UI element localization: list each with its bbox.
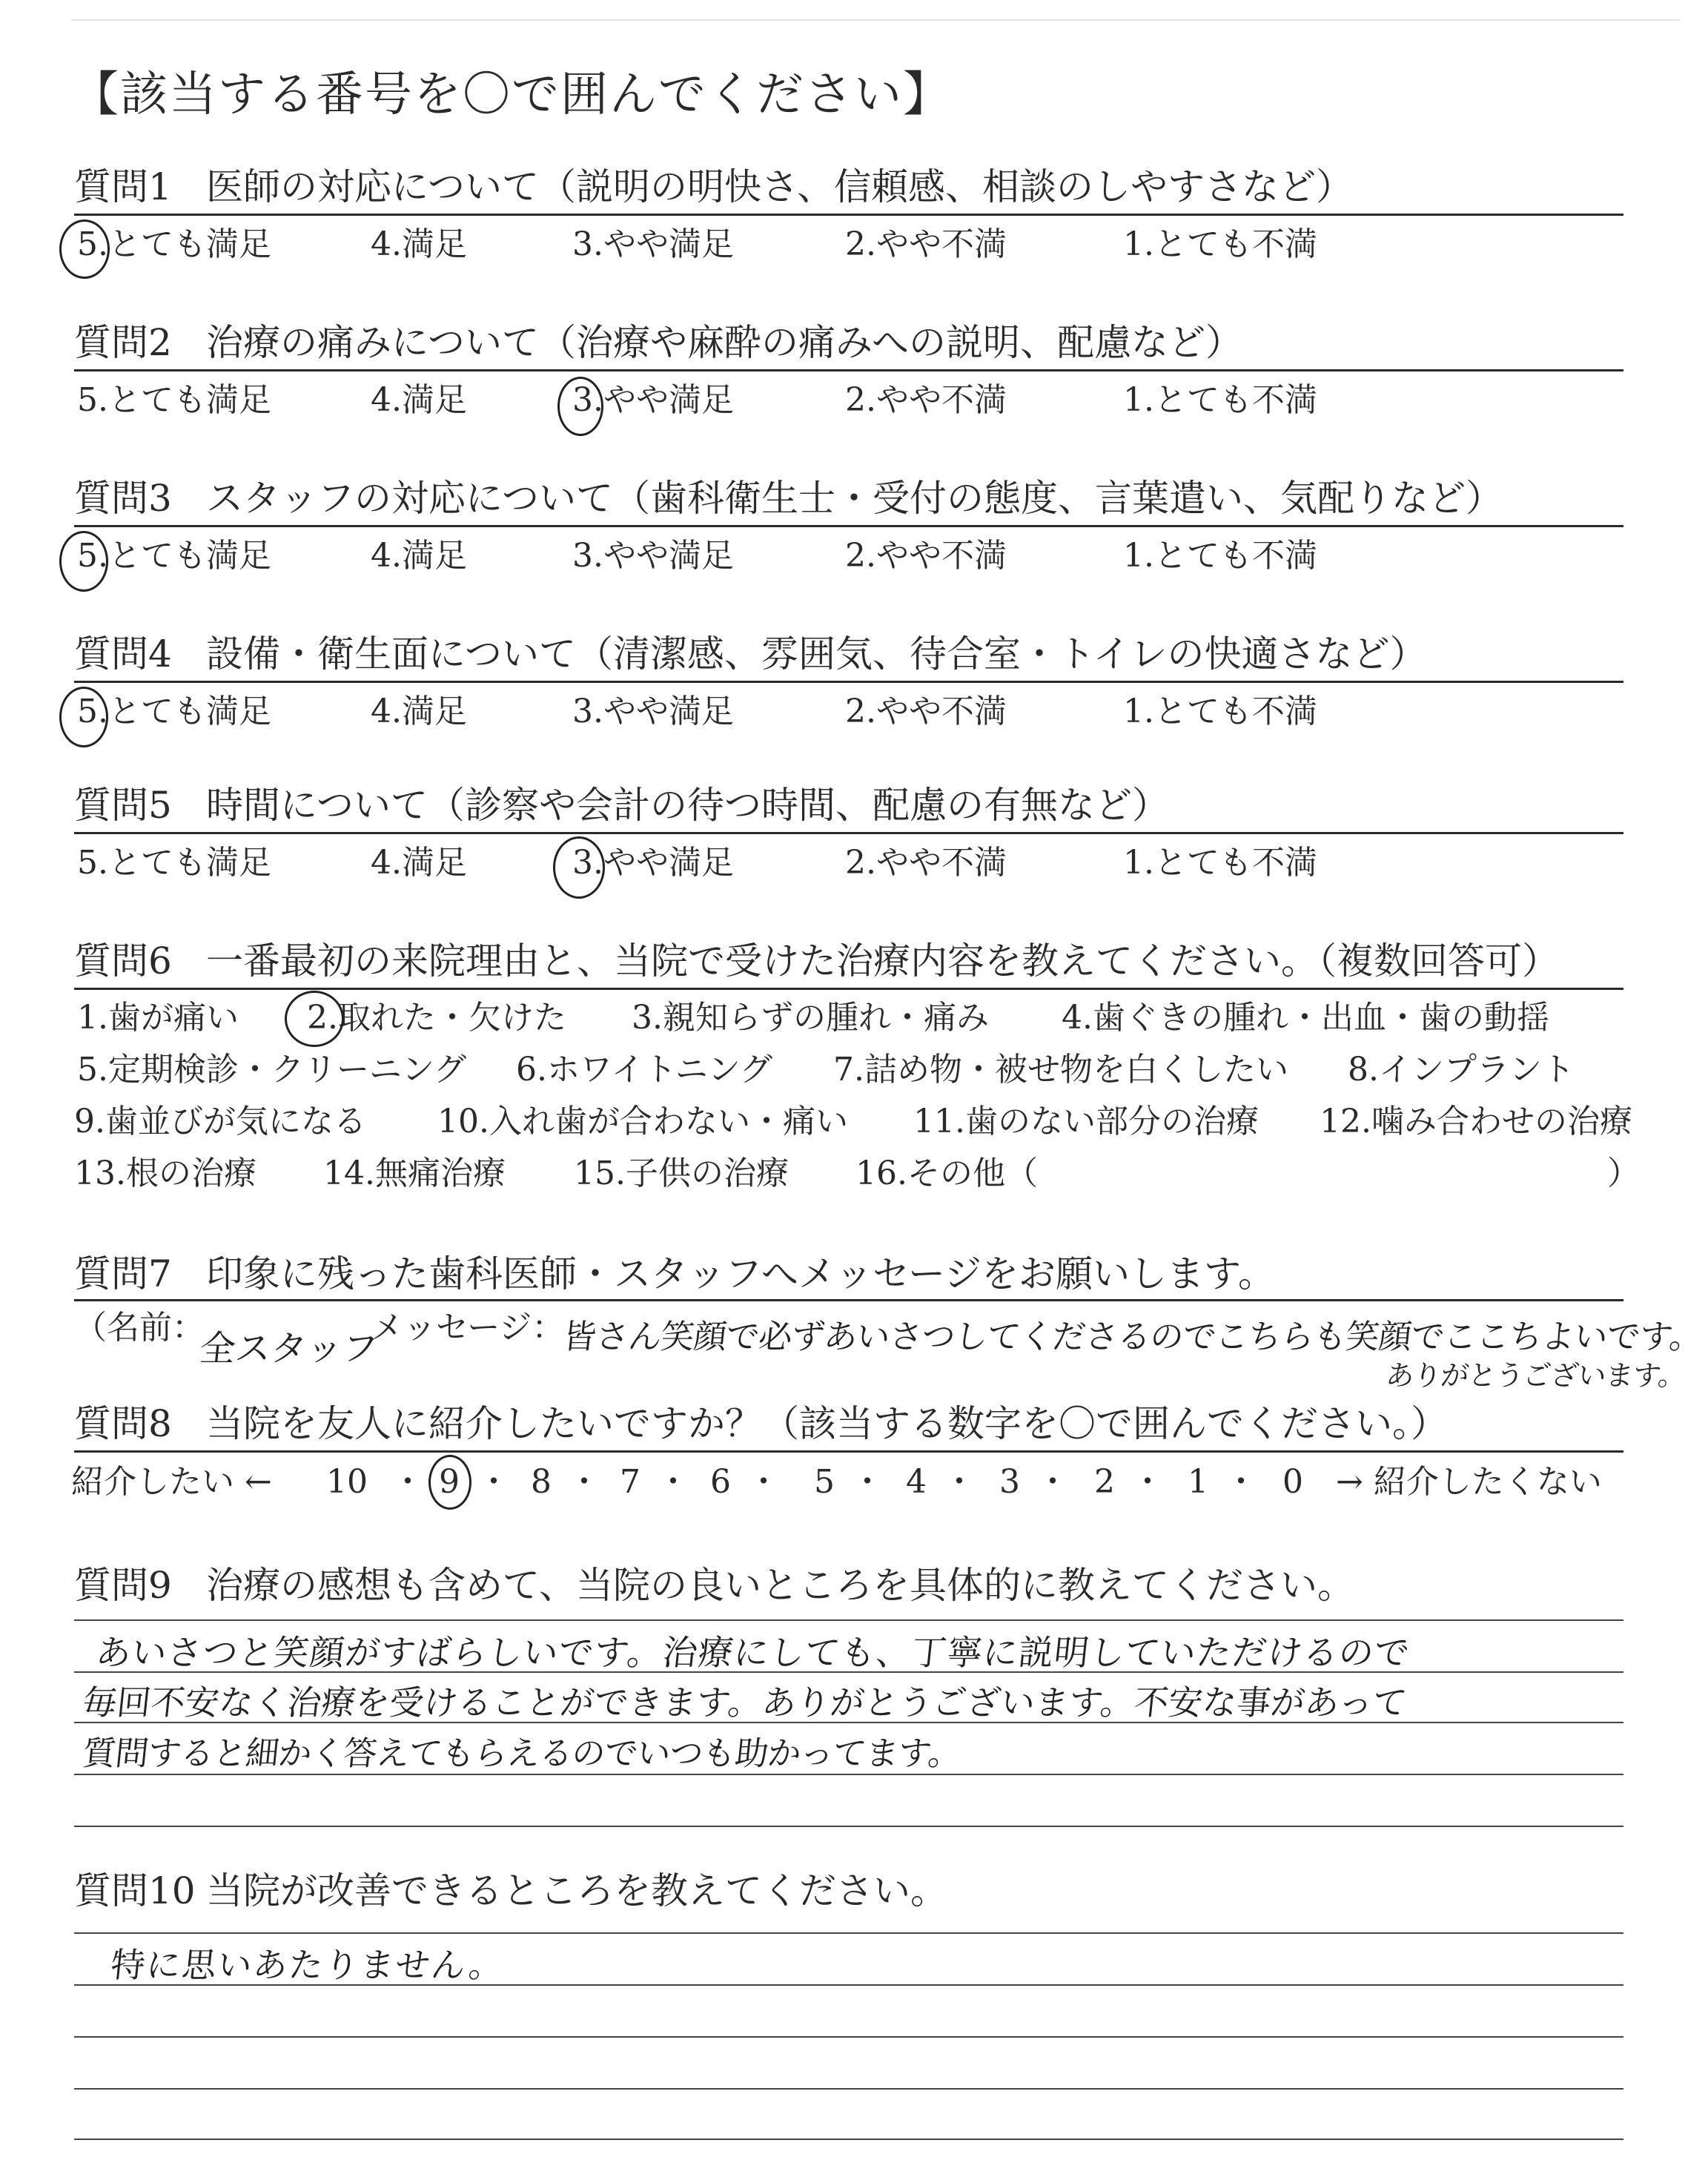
question-6-heading bbox=[74, 939, 1559, 983]
q3-option-3[interactable]: 3.やや満足 bbox=[572, 537, 734, 575]
q10-answer-line bbox=[74, 1932, 1623, 1934]
q9-answer-line-1: あいさつと笑顔がすばらしいです。治療にしても、丁寧に説明していただけるので bbox=[93, 1633, 1412, 1674]
q7-message-line-1: 皆さん笑顔で必ずあいさつしてくださるのでこちらも笑顔でここちよいです。 bbox=[560, 1317, 1704, 1356]
q1-option-4[interactable]: 4.満足 bbox=[371, 225, 467, 263]
q8-scale-3[interactable]: 3 bbox=[999, 1463, 1020, 1501]
q6-option-2[interactable]: 2.取れた・欠けた bbox=[307, 999, 566, 1037]
q1-option-2[interactable]: 2.やや不満 bbox=[845, 225, 1007, 263]
page-top-border bbox=[71, 19, 1680, 21]
question-7-label: 質問7 bbox=[74, 1252, 172, 1295]
q4-option-5[interactable]: 5.とても満足 bbox=[77, 693, 271, 730]
q9-answer-line bbox=[74, 1619, 1623, 1621]
q8-scale-5[interactable]: 5 bbox=[814, 1463, 835, 1501]
q6-option-3[interactable]: 3.親知らずの腫れ・痛み bbox=[632, 999, 989, 1037]
question-8-label: 質問8 bbox=[74, 1402, 172, 1445]
q6-selection-circle bbox=[285, 991, 344, 1047]
q7-message-label: メッセージ： bbox=[371, 1309, 565, 1347]
question-8-heading bbox=[74, 1401, 1448, 1446]
q8-scale-dot: ・ bbox=[1131, 1463, 1164, 1501]
question-6-text: 一番最初の来院理由と、当院で受けた治療内容を教えてください。（複数回答可） bbox=[206, 939, 1559, 982]
q6-option-5[interactable]: 5.定期検診・クリーニング bbox=[77, 1051, 467, 1089]
q5-option-4[interactable]: 4.満足 bbox=[371, 844, 467, 882]
question-10-heading bbox=[74, 1869, 947, 1913]
question-9-text: 治療の感想も含めて、当院の良いところを具体的に教えてください。 bbox=[206, 1564, 1354, 1607]
q2-option-3[interactable]: 3.やや満足 bbox=[572, 381, 734, 419]
q8-scale-1[interactable]: 1 bbox=[1188, 1463, 1208, 1501]
question-2-rule bbox=[74, 369, 1623, 371]
q8-scale-dot: ・ bbox=[943, 1463, 976, 1501]
q8-scale-8[interactable]: 8 bbox=[531, 1463, 552, 1501]
q9-answer-line-2: 毎回不安なく治療を受けることができます。ありがとうございます。不安な事があって bbox=[80, 1682, 1409, 1723]
q8-scale-dot: ・ bbox=[1225, 1463, 1257, 1501]
question-9-label: 質問9 bbox=[74, 1564, 172, 1607]
q3-option-4[interactable]: 4.満足 bbox=[371, 537, 467, 575]
q10-answer-line bbox=[74, 2088, 1623, 2090]
q8-scale-dot: ・ bbox=[747, 1463, 780, 1501]
q10-answer-line-1: 特に思いあたりません。 bbox=[108, 1945, 507, 1985]
question-3-heading bbox=[74, 476, 1503, 521]
q8-scale-4[interactable]: 4 bbox=[906, 1463, 927, 1501]
question-4-label: 質問4 bbox=[74, 633, 172, 676]
q10-answer-line bbox=[74, 2036, 1623, 2038]
q8-scale-0[interactable]: 0 bbox=[1282, 1463, 1303, 1501]
question-6-rule bbox=[74, 988, 1623, 990]
question-6-label: 質問6 bbox=[74, 939, 172, 982]
q6-option-7[interactable]: 7.詰め物・被せ物を白くしたい bbox=[833, 1051, 1288, 1089]
q7-name-handwritten: 全スタッフ bbox=[197, 1328, 380, 1370]
q1-option-3[interactable]: 3.やや満足 bbox=[572, 225, 734, 263]
q6-option-14[interactable]: 14.無痛治療 bbox=[323, 1155, 506, 1192]
q9-answer-line bbox=[74, 1826, 1623, 1827]
question-4-text: 設備・衛生面について（清潔感、雰囲気、待合室・トイレの快適さなど） bbox=[206, 633, 1427, 676]
q2-option-2[interactable]: 2.やや不満 bbox=[845, 381, 1007, 419]
q6-option-11[interactable]: 11.歯のない部分の治療 bbox=[913, 1103, 1259, 1140]
q5-option-1[interactable]: 1.とても不満 bbox=[1123, 844, 1317, 882]
form-title: 【該当する番号を〇で囲んでください】 bbox=[71, 67, 952, 122]
q3-selection-circle bbox=[59, 531, 108, 592]
q8-scale-9[interactable]: 9 bbox=[439, 1463, 460, 1501]
q4-selection-circle bbox=[59, 687, 108, 747]
question-2-heading bbox=[74, 320, 1242, 365]
question-2-text: 治療の痛みについて（治療や麻酔の痛みへの説明、配慮など） bbox=[206, 321, 1242, 364]
q8-selection-circle bbox=[428, 1455, 471, 1510]
q5-option-2[interactable]: 2.やや不満 bbox=[845, 844, 1007, 882]
q8-scale-7[interactable]: 7 bbox=[620, 1463, 640, 1501]
q1-option-5[interactable]: 5.とても満足 bbox=[77, 225, 271, 263]
question-7-heading bbox=[74, 1252, 1275, 1296]
question-4-rule bbox=[74, 681, 1623, 683]
q6-option-12[interactable]: 12.噛み合わせの治療 bbox=[1320, 1103, 1632, 1140]
question-1-rule bbox=[74, 214, 1623, 216]
q7-name-label: （名前： bbox=[74, 1309, 205, 1347]
q6-option-10[interactable]: 10.入れ歯が合わない・痛い bbox=[437, 1103, 848, 1140]
q1-selection-circle bbox=[59, 219, 110, 279]
q5-option-5[interactable]: 5.とても満足 bbox=[77, 844, 271, 882]
question-5-heading bbox=[74, 783, 1169, 828]
q8-scale-dot: ・ bbox=[391, 1463, 424, 1501]
q6-other-close-paren: ） bbox=[1607, 1155, 1640, 1192]
question-7-rule bbox=[74, 1299, 1623, 1301]
question-10-label: 質問10 bbox=[74, 1869, 196, 1912]
q8-left-label: 紹介したい ← bbox=[71, 1463, 272, 1501]
q8-scale-dot: ・ bbox=[851, 1463, 884, 1501]
q3-option-5[interactable]: 5.とても満足 bbox=[77, 537, 271, 575]
question-1-label: 質問1 bbox=[74, 165, 172, 208]
q6-option-16[interactable]: 16.その他（ bbox=[855, 1155, 1038, 1192]
q8-right-label: → 紹介したくない bbox=[1336, 1463, 1602, 1501]
q8-scale-2[interactable]: 2 bbox=[1094, 1463, 1115, 1501]
q8-scale-dot: ・ bbox=[568, 1463, 600, 1501]
q2-option-5[interactable]: 5.とても満足 bbox=[77, 381, 271, 419]
q4-option-2[interactable]: 2.やや不満 bbox=[845, 693, 1007, 730]
question-2-label: 質問2 bbox=[74, 321, 172, 364]
question-8-rule bbox=[74, 1450, 1623, 1453]
question-3-label: 質問3 bbox=[74, 477, 172, 520]
q8-scale-dot: ・ bbox=[477, 1463, 510, 1501]
question-9-heading bbox=[74, 1563, 1354, 1608]
q6-option-4[interactable]: 4.歯ぐきの腫れ・出血・歯の動揺 bbox=[1062, 999, 1549, 1037]
q2-option-4[interactable]: 4.満足 bbox=[371, 381, 467, 419]
question-10-text: 当院が改善できるところを教えてください。 bbox=[206, 1869, 947, 1912]
question-7-text: 印象に残った歯科医師・スタッフへメッセージをお願いします。 bbox=[206, 1252, 1275, 1295]
q4-option-1[interactable]: 1.とても不満 bbox=[1123, 693, 1317, 730]
q8-scale-6[interactable]: 6 bbox=[710, 1463, 731, 1501]
question-3-rule bbox=[74, 525, 1623, 527]
q2-option-1[interactable]: 1.とても不満 bbox=[1123, 381, 1317, 419]
q5-option-3[interactable]: 3.やや満足 bbox=[572, 844, 734, 882]
q3-option-1[interactable]: 1.とても不満 bbox=[1123, 537, 1317, 575]
question-5-text: 時間について（診察や会計の待つ時間、配慮の有無など） bbox=[206, 784, 1169, 827]
q3-option-2[interactable]: 2.やや不満 bbox=[845, 537, 1007, 575]
q6-option-15[interactable]: 15.子供の治療 bbox=[574, 1155, 789, 1192]
question-1-heading bbox=[74, 165, 1353, 209]
q7-message-line-2: ありがとうございます。 bbox=[1384, 1359, 1687, 1392]
q8-scale-dot: ・ bbox=[657, 1463, 689, 1501]
q8-scale-dot: ・ bbox=[1036, 1463, 1069, 1501]
question-1-text: 医師の対応について（説明の明快さ、信頼感、相談のしやすさなど） bbox=[206, 165, 1353, 208]
q4-option-4[interactable]: 4.満足 bbox=[371, 693, 467, 730]
q6-option-13[interactable]: 13.根の治療 bbox=[74, 1155, 256, 1192]
q6-option-1[interactable]: 1.歯が痛い bbox=[77, 999, 239, 1037]
question-4-heading bbox=[74, 632, 1427, 676]
q1-option-1[interactable]: 1.とても不満 bbox=[1123, 225, 1317, 263]
q2-selection-circle bbox=[557, 377, 603, 436]
q5-selection-circle bbox=[553, 836, 605, 899]
question-5-label: 質問5 bbox=[74, 784, 172, 827]
q6-option-6[interactable]: 6.ホワイトニング bbox=[516, 1051, 773, 1089]
q6-option-8[interactable]: 8.インプラント bbox=[1348, 1051, 1575, 1089]
q4-option-3[interactable]: 3.やや満足 bbox=[572, 693, 734, 730]
question-3-text: スタッフの対応について（歯科衛生士・受付の態度、言葉遣い、気配りなど） bbox=[206, 477, 1503, 520]
q6-option-9[interactable]: 9.歯並びが気になる bbox=[74, 1103, 366, 1140]
question-8-text: 当院を友人に紹介したいですか？（該当する数字を〇で囲んでください。） bbox=[206, 1402, 1448, 1445]
q10-answer-line bbox=[74, 2138, 1623, 2140]
q8-scale-10[interactable]: 10 bbox=[326, 1463, 368, 1501]
q9-answer-line-3: 質問すると細かく答えてもらえるのでいつも助かってます。 bbox=[80, 1734, 963, 1773]
question-5-rule bbox=[74, 832, 1623, 834]
